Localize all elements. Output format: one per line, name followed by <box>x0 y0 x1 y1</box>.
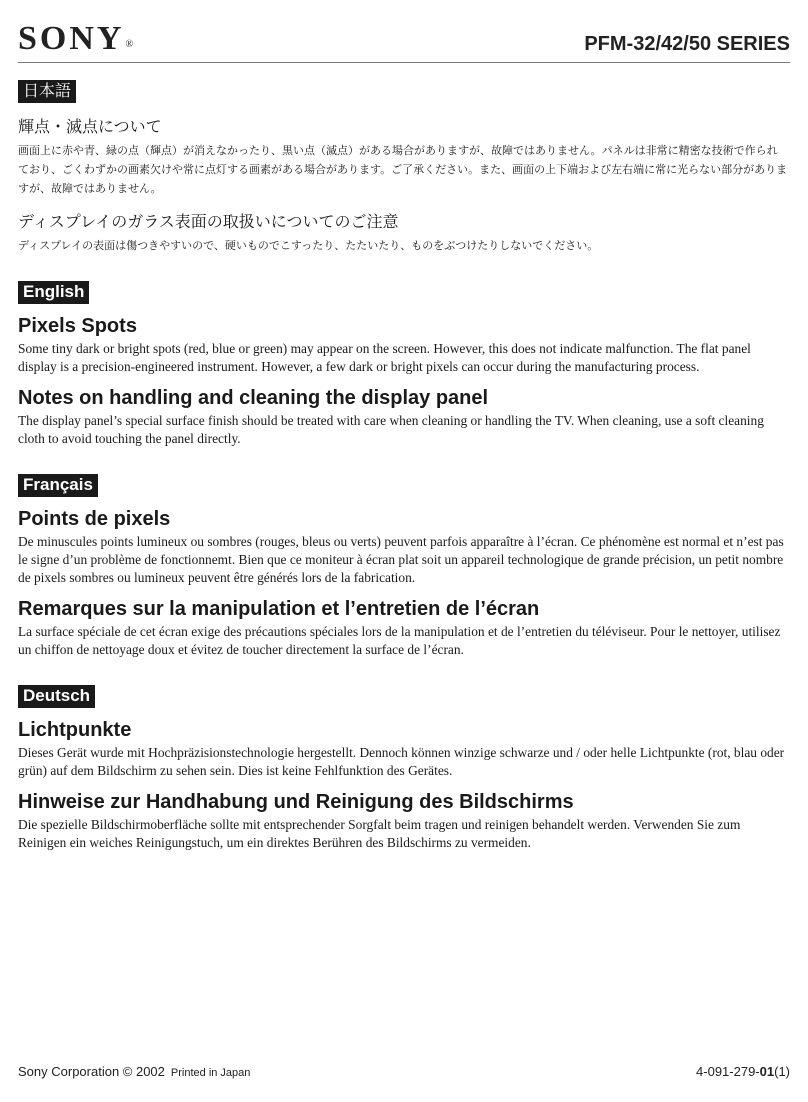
section-french <box>18 474 788 659</box>
footer-copyright <box>18 1064 250 1079</box>
brand-name: SONY <box>18 20 125 57</box>
section-english <box>18 281 788 448</box>
heading-handling-jp: ディスプレイのガラス表面の取扱いについてのご注意 <box>18 212 399 231</box>
heading-handling-en: Notes on handling and cleaning the display panel <box>18 387 489 409</box>
document-body <box>18 80 788 878</box>
language-tag-japanese: 日本語 <box>18 80 76 103</box>
code-bold: 01 <box>759 1064 775 1079</box>
paragraph-handling-de: Die spezielle Bildschirmoberfläche sollte mit entsprechender Sorgfalt beim tragen und reinigen behandelt werden. Verwenden Sie zum Reinigen ein weiches Reinigungstuch, um ein direktes Berühren des Bildschirms zu vermeiden. <box>18 817 741 850</box>
sony-logo <box>18 20 133 64</box>
heading-pixel-spots-fr: Points de pixels <box>18 508 171 530</box>
paragraph-handling-jp: ディスプレイの表面は傷つきやすいので、硬いものでこすったり、たたいたり、ものをぶつけたりしないでください。 <box>18 239 599 252</box>
paragraph-pixel-spots-fr: De minuscules points lumineux ou sombres (rouges, bleus ou verts) peuvent parfois apparaître à l’écran. Ce phénomène est normal et n’est pas le signe d’un problème de fonctionnemt. Bien que ce moniteur à écran plat soit un appareil technologique de grande précision, un petit nombre de pixels sombres ou lumineux peuvent être générés lors de la fabrication. <box>18 534 784 585</box>
paragraph-pixel-spots-en: Some tiny dark or bright spots (red, blue or green) may appear on the screen. However, this does not indicate malfunction. The flat panel display is a precision-engineered instrument. However, a few dark or bright pixels can occur during the manufacturing process. <box>18 341 751 374</box>
heading-handling-fr: Remarques sur la manipulation et l’entretien de l’écran <box>18 598 540 620</box>
paragraph-handling-fr: La surface spéciale de cet écran exige des précautions spéciales lors de la manipulation et de l’entretien du téléviseur. Pour le nettoyer, utilisez un chiffon de nettoyage doux et évitez de toucher directement la surface de l’écran. <box>18 624 781 657</box>
registered-mark: ® <box>125 39 134 50</box>
document-code <box>696 1064 790 1079</box>
paragraph-pixel-spots-de: Dieses Gerät wurde mit Hochpräzisionstechnologie hergestellt. Dennoch können winzige schwarze und / oder helle Lichtpunkte (rot, blau oder grün) auf dem Bildschirm zu sehen sein. Dies ist keine Fehlfunktion des Gerätes. <box>18 745 785 778</box>
language-tag-english: English <box>18 281 89 304</box>
heading-pixel-spots-jp: 輝点・滅点について <box>18 117 162 136</box>
copyright-text: Sony Corporation © 2002 <box>18 1064 165 1079</box>
series-title: PFM-32/42/50 SERIES <box>584 33 790 55</box>
language-tag-german: Deutsch <box>18 685 95 708</box>
page-header <box>18 18 790 63</box>
code-prefix: 4-091-279- <box>696 1064 760 1079</box>
paragraph-handling-en: The display panel’s special surface finish should be treated with care when cleaning or handling the TV. When cleaning, use a soft cleaning cloth to avoid touching the panel directly. <box>18 413 764 446</box>
code-suffix: (1) <box>774 1064 790 1079</box>
section-german <box>18 685 788 852</box>
paragraph-pixel-spots-jp: 画面上に赤や青、緑の点（輝点）が消えなかったり、黒い点（滅点）がある場合がありますが、故障ではありません。パネルは非常に精密な技術で作られており、ごくわずかの画素欠けや常に点灯する画素がある場合があります。ご了承ください。また、画面の上下端および左右端に常に光らない部分がありますが、故障ではありません。 <box>18 144 788 195</box>
language-tag-french: Français <box>18 474 98 497</box>
heading-pixel-spots-en: Pixels Spots <box>18 315 137 337</box>
section-japanese <box>18 80 788 255</box>
printed-in-text: Printed in Japan <box>170 1067 251 1079</box>
heading-pixel-spots-de: Lichtpunkte <box>18 719 132 741</box>
heading-handling-de: Hinweise zur Handhabung und Reinigung des Bildschirms <box>18 791 574 813</box>
